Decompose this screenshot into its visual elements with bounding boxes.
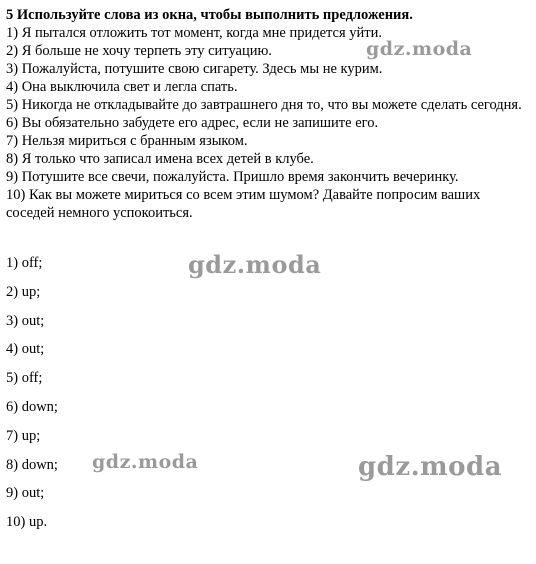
answer-item: 4) out; [6,341,45,358]
watermark: gdz.moda [188,250,322,279]
answer-list [6,254,58,542]
sentence-item: 5) Никогда не откладывайте до завтрашнего дня то, что вы можете сделать сегодня. [6,97,522,113]
sentence-item: 2) Я больше не хочу терпеть эту ситуацию. [6,43,272,59]
answer-item: 9) out; [6,485,45,502]
task-title: 5 Используйте слова из окна, чтобы выполнить предложения. [6,7,413,23]
sentence-item: 7) Нельзя мириться с бранным языком. [6,133,248,149]
sentence-item: 9) Потушите все свечи, пожалуйста. Пришло время закончить вечеринку. [6,169,459,185]
sentence-item: 4) Она выключила свет и легла спать. [6,79,238,95]
answer-item: 3) out; [6,312,45,329]
watermark: gdz.moda [92,451,199,473]
sentence-item: 10) Как вы можете мириться со всем этим шумом? Давайте попросим ваших соседей немного успокоиться. [6,187,481,221]
answer-item: 1) off; [6,255,43,271]
answer-item: 5) off; [6,370,43,387]
answer-item: 10) up. [6,514,48,531]
watermark: gdz.moda [366,38,473,60]
answer-item: 2) up; [6,283,41,300]
watermark: gdz.moda [358,452,503,482]
sentence-item: 1) Я пытался отложить тот момент, когда мне придется уйти. [6,25,383,41]
sentence-item: 3) Пожалуйста, потушите свою сигарету. Здесь мы не курим. [6,61,383,77]
sentence-item: 8) Я только что записал имена всех детей в клубе. [6,151,314,167]
sentence-item: 6) Вы обязательно забудете его адрес, если не запишите его. [6,115,379,131]
answer-item: 7) up; [6,427,41,444]
answer-item: 6) down; [6,398,58,415]
answer-item: 8) down; [6,456,58,473]
